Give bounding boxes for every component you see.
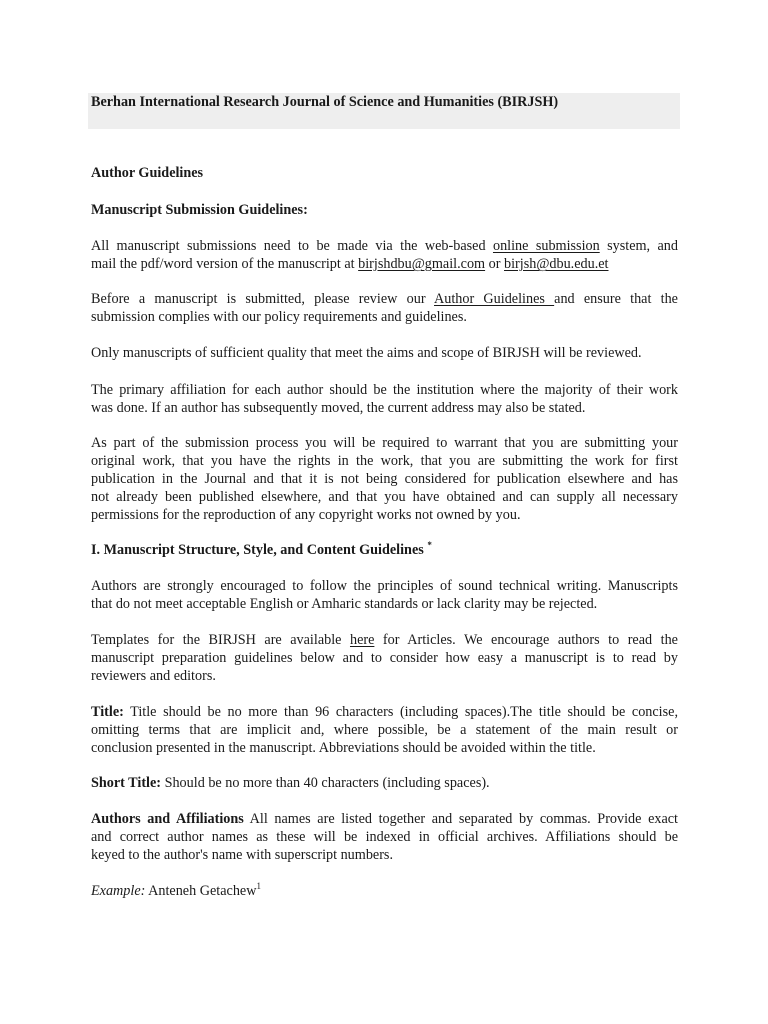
paragraph-line: and correct author names as these will be indexed in official archives. Affiliations should be: [91, 829, 678, 845]
paragraph-line: [91, 237, 678, 255]
paragraph-line: [91, 810, 678, 828]
paragraph-line: conclusion presented in the manuscript. Abbreviations should be avoided within the title.: [91, 740, 596, 756]
heading-text: I. Manuscript Structure, Style, and Content Guidelines: [91, 542, 428, 558]
paragraph-line: [91, 774, 678, 792]
text-run: system, and: [599, 238, 678, 254]
journal-title: Berhan International Research Journal of Science and Humanities (BIRJSH): [91, 94, 559, 110]
example-label: Example:: [91, 883, 146, 899]
paragraph-warrant: [91, 434, 678, 524]
paragraph-line: that do not meet acceptable English or Amharic standards or lack clarity may be rejected.: [91, 596, 598, 612]
title-label: Title:: [91, 704, 124, 720]
email-link-dbu[interactable]: birjsh@dbu.edu.et: [504, 256, 609, 272]
paragraph-line: [91, 255, 678, 273]
submission-guidelines-heading: Manuscript Submission Guidelines:: [91, 202, 308, 218]
paragraph-line: [91, 882, 678, 900]
authors-label: Authors and Affiliations: [91, 811, 244, 827]
online-submission-link[interactable]: online submission: [492, 238, 600, 254]
paragraph-line: manuscript preparation guidelines below and to consider how easy a manuscript is to read by: [91, 650, 678, 666]
short-title-label: Short Title:: [91, 775, 162, 791]
paragraph-quality: [91, 344, 678, 362]
paragraph-line: submission complies with our policy requirements and guidelines.: [91, 309, 467, 325]
text-run: or: [485, 256, 505, 272]
paragraph-line: [91, 631, 678, 649]
paragraph-authors-affiliations: [91, 810, 678, 864]
text-run: and ensure that the: [554, 291, 678, 307]
text-run: All names are listed together and separated by commas. Provide exact: [243, 811, 678, 827]
affiliation-superscript: 1: [256, 881, 261, 891]
email-link-gmail[interactable]: birjshdbu@gmail.com: [358, 256, 486, 272]
paragraph-online-submission: [91, 237, 678, 273]
text-run: Should be no more than 40 characters (including spaces).: [161, 775, 490, 791]
paragraph-review-guidelines: [91, 290, 678, 326]
text-run: mail the pdf/word version of the manuscript at: [91, 256, 359, 272]
paragraph-line: publication in the Journal and that it is not being considered for publication elsewhere and has: [91, 471, 678, 487]
paragraph-line: Authors are strongly encouraged to follow the principles of sound technical writing. Manuscripts: [91, 578, 678, 594]
paragraph-title-rule: [91, 703, 678, 757]
paragraph-line: As part of the submission process you will be required to warrant that you are submitting your: [91, 435, 678, 451]
paragraph-line: [91, 703, 678, 721]
paragraph-technical-writing: [91, 577, 678, 613]
example-author-name: Anteneh Getachew: [145, 883, 257, 899]
author-guidelines-heading: Author Guidelines: [91, 165, 204, 181]
paragraph-line: was done. If an author has subsequently moved, the current address may also be stated.: [91, 400, 586, 416]
paragraph-line: original work, that you have the rights in the work, that you are submitting the work for first: [91, 453, 678, 469]
paragraph-line: keyed to the author's name with superscript numbers.: [91, 847, 393, 863]
paragraph-templates: [91, 631, 678, 685]
paragraph-line: reviewers and editors.: [91, 668, 216, 684]
paragraph-line: omitting terms that are implicit and, where possible, be a statement of the main result or: [91, 722, 678, 738]
text-run: All manuscript submissions need to be made via the web-based: [91, 238, 493, 254]
text-run: Title should be no more than 96 characters (including spaces).The title should be concise,: [123, 704, 678, 720]
footnote-mark: *: [427, 540, 432, 550]
paragraph-line: permissions for the reproduction of any copyright works not owned by you.: [91, 507, 521, 523]
paragraph-line: not already been published elsewhere, and that you have obtained and can supply all necessary: [91, 489, 678, 505]
author-guidelines-link[interactable]: Author Guidelines: [434, 291, 555, 307]
paragraph-line: Only manuscripts of sufficient quality that meet the aims and scope of BIRJSH will be reviewed.: [91, 345, 642, 361]
templates-here-link[interactable]: here: [349, 632, 375, 648]
paragraph-line: The primary affiliation for each author should be the institution where the majority of their work: [91, 382, 678, 398]
paragraph-affiliation: [91, 381, 678, 417]
text-run: Templates for the BIRJSH are available: [91, 632, 350, 648]
paragraph-example: [91, 882, 678, 900]
text-run: Before a manuscript is submitted, please review our: [91, 291, 434, 307]
paragraph-short-title: [91, 774, 678, 792]
paragraph-line: [91, 290, 678, 308]
section-structure-heading: [91, 541, 678, 559]
text-run: for Articles. We encourage authors to read the: [374, 632, 678, 648]
